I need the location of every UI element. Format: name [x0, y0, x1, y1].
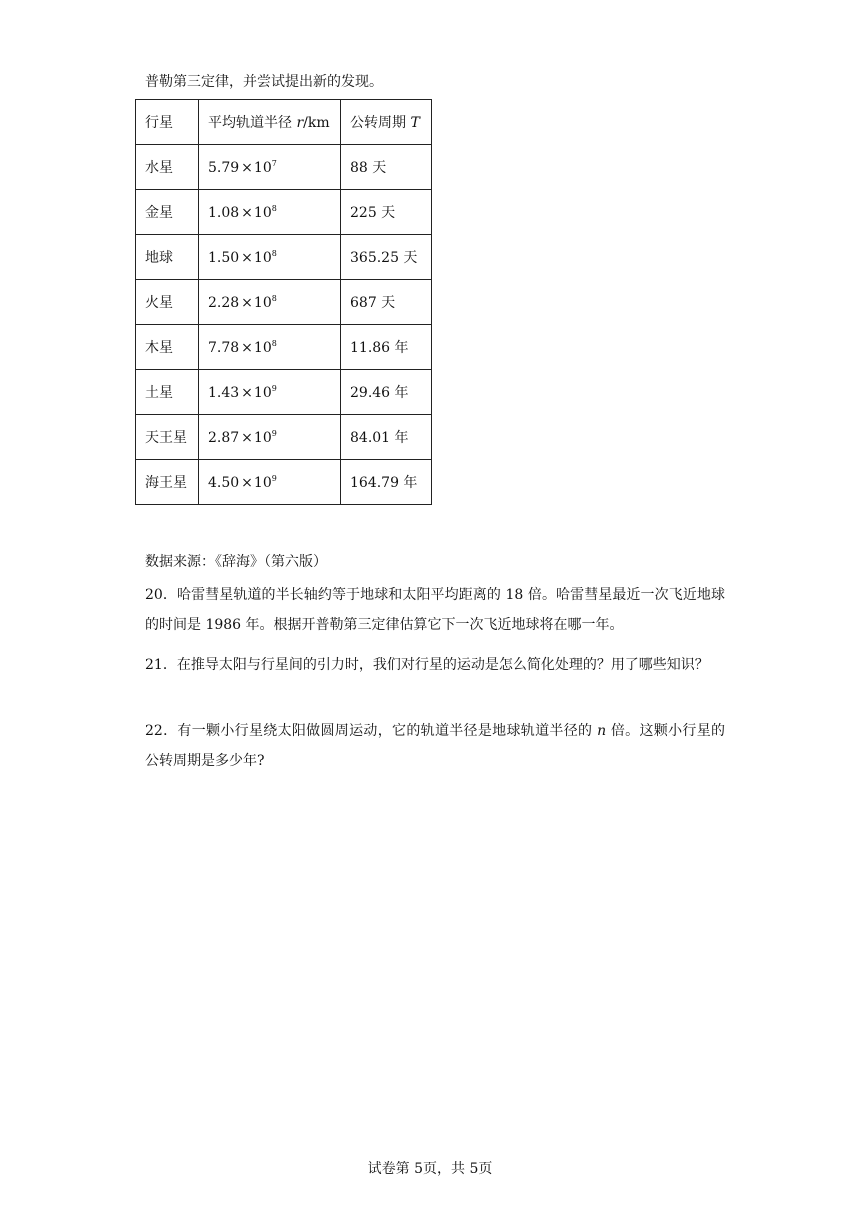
orbit-radius — [199, 370, 341, 415]
header-radius-unit: /km — [303, 115, 330, 131]
radius-mantissa: 4.50 — [208, 474, 240, 491]
times-sign: × — [241, 204, 253, 221]
orbital-period: 29.46 年 — [341, 370, 432, 415]
radius-exponent: 9 — [271, 428, 277, 438]
table-header-row — [136, 100, 432, 145]
intro-text: 普勒第三定律，并尝试提出新的发现。 — [145, 74, 383, 90]
question-20: 20．哈雷彗星轨道的半长轴约等于地球和太阳平均距离的 18 倍。哈雷彗星最近一次飞近地球的时间是 1986 年。根据开普勒第三定律估算它下一次飞近地球将在哪一年。 — [145, 587, 725, 633]
table-row — [136, 280, 432, 325]
orbital-period: 84.01 年 — [341, 415, 432, 460]
radius-base: 10 — [253, 384, 272, 401]
radius-exponent: 8 — [271, 203, 277, 213]
planet-name: 火星 — [136, 280, 199, 325]
orbit-radius — [199, 145, 341, 190]
orbit-radius — [199, 325, 341, 370]
header-period-var: T — [410, 115, 420, 131]
orbital-period: 687 天 — [341, 280, 432, 325]
radius-exponent: 8 — [271, 293, 277, 303]
times-sign: × — [241, 384, 253, 401]
question-22-var: n — [597, 723, 607, 739]
radius-base: 10 — [253, 339, 272, 356]
orbital-period: 11.86 年 — [341, 325, 432, 370]
radius-base: 10 — [253, 474, 272, 491]
header-period — [341, 100, 432, 145]
table-row — [136, 190, 432, 235]
planet-name: 金星 — [136, 190, 199, 235]
orbital-period: 225 天 — [341, 190, 432, 235]
question-21: 21．在推导太阳与行星间的引力时，我们对行星的运动是怎么简化处理的？用了哪些知识？ — [145, 657, 709, 673]
radius-mantissa: 5.79 — [208, 159, 240, 176]
table-row — [136, 325, 432, 370]
times-sign: × — [241, 294, 253, 311]
header-period-prefix: 公转周期 — [350, 115, 411, 131]
orbit-radius — [199, 190, 341, 235]
table-row — [136, 370, 432, 415]
planet-name: 土星 — [136, 370, 199, 415]
radius-base: 10 — [253, 294, 272, 311]
header-radius-prefix: 平均轨道半径 — [208, 115, 297, 131]
radius-mantissa: 1.43 — [208, 384, 240, 401]
question-22-part1: 22．有一颗小行星绕太阳做圆周运动，它的轨道半径是地球轨道半径的 — [145, 723, 598, 739]
header-planet: 行星 — [136, 100, 199, 145]
radius-exponent: 9 — [271, 473, 277, 483]
question-22-part2: 倍。这颗小行星的公转周期是多少年? — [145, 723, 726, 769]
times-sign: × — [241, 249, 253, 266]
radius-base: 10 — [253, 249, 272, 266]
planet-name: 水星 — [136, 145, 199, 190]
planet-name: 地球 — [136, 235, 199, 280]
planet-data-table — [135, 99, 432, 505]
planet-name: 海王星 — [136, 460, 199, 505]
radius-mantissa: 1.50 — [208, 249, 240, 266]
planet-name: 天王星 — [136, 415, 199, 460]
table-row — [136, 235, 432, 280]
page-footer: 试卷第 5页，共 5页 — [367, 1161, 493, 1177]
radius-exponent: 8 — [271, 248, 277, 258]
orbit-radius — [199, 460, 341, 505]
orbital-period: 365.25 天 — [341, 235, 432, 280]
radius-base: 10 — [253, 159, 272, 176]
times-sign: × — [241, 474, 253, 491]
question-22 — [145, 716, 725, 776]
orbit-radius — [199, 280, 341, 325]
header-radius — [199, 100, 341, 145]
radius-exponent: 8 — [271, 338, 277, 348]
data-source: 数据来源：《辞海》（第六版） — [145, 554, 327, 570]
planet-name: 木星 — [136, 325, 199, 370]
radius-mantissa: 2.87 — [208, 429, 240, 446]
radius-exponent: 7 — [271, 158, 277, 168]
times-sign: × — [241, 339, 253, 356]
table-row — [136, 460, 432, 505]
radius-mantissa: 2.28 — [208, 294, 240, 311]
radius-mantissa: 7.78 — [208, 339, 240, 356]
radius-exponent: 9 — [271, 383, 277, 393]
table-row — [136, 145, 432, 190]
radius-mantissa: 1.08 — [208, 204, 240, 221]
times-sign: × — [241, 429, 253, 446]
orbital-period: 88 天 — [341, 145, 432, 190]
orbit-radius — [199, 235, 341, 280]
radius-base: 10 — [253, 429, 272, 446]
orbit-radius — [199, 415, 341, 460]
times-sign: × — [241, 159, 253, 176]
table-row — [136, 415, 432, 460]
radius-base: 10 — [253, 204, 272, 221]
orbital-period: 164.79 年 — [341, 460, 432, 505]
header-radius-var: r — [296, 115, 304, 131]
